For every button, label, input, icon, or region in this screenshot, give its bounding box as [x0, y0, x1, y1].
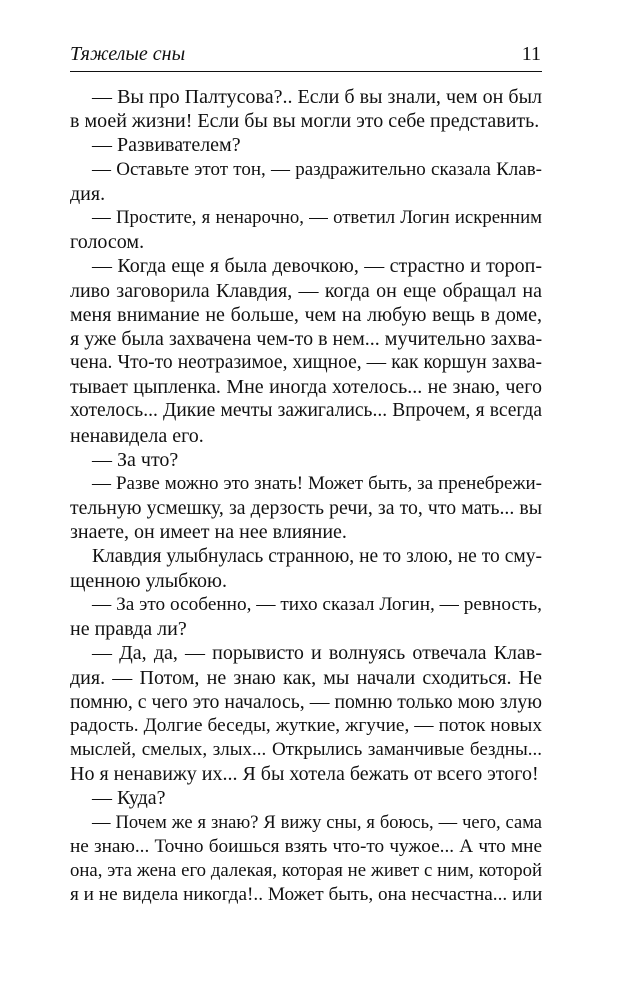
text-line: я и не видела никогда!.. Может быть, она несчастна... или [70, 884, 543, 906]
text-line: щенною улыбкою. [70, 569, 227, 592]
text-line: тельную усмешку, за дерзость речи, за то, что мать... вы [70, 497, 542, 520]
text-line: чена. Что-то неотразимое, хищное, — как коршун захва- [70, 352, 542, 374]
text-line: ненавидела его. [70, 424, 204, 447]
text-line: — Простите, я ненарочно, — ответил Логин искренним [92, 206, 542, 228]
text-line: не правда ли? [70, 618, 187, 641]
text-line: — Оставьте этот тон, — раздражительно сказала Клав- [92, 158, 542, 180]
text-line: хотелось... Дикие мечты зажигались... Впрочем, я всегда [70, 400, 542, 422]
text-line: не знаю... Точно боишься взять что-то чужое... А что мне [70, 835, 542, 857]
text-line: — Когда еще я была девочкою, — страстно и тороп- [92, 255, 542, 278]
text-line: — Развивателем? [92, 134, 241, 157]
text-line: ливо заговорила Клавдия, — когда он еще обращал на [70, 279, 542, 302]
text-line: мыслей, смелых, злых... Открылись заманчивые бездны... [70, 739, 542, 761]
text-line: знаете, он имеет на нее влияние. [70, 521, 347, 544]
text-line: меня внимание не больше, чем на любую вещь в доме, [70, 303, 542, 326]
running-title: Тяжелые сны [70, 43, 186, 65]
text-line: — Разве можно это знать! Может быть, за пренебрежи- [92, 473, 542, 494]
text-line: — Да, да, — порывисто и волнуясь отвечала Клав- [92, 642, 542, 665]
text-line: Но я ненавижу их... Я бы хотела бежать от всего этого! [70, 763, 539, 786]
text-line: дия. [70, 182, 106, 205]
text-line: Клавдия улыбнулась странною, не то злою, не то сму- [92, 545, 542, 567]
text-line: — За что? [92, 448, 179, 471]
text-line: в моей жизни! Если бы вы могли это себе представить. [70, 110, 540, 133]
text-line: дия. — Потом, не знаю как, мы начали сходиться. Не [70, 666, 542, 689]
text-line: — Почем же я знаю? Я вижу сны, я боюсь, — чего, сама [92, 812, 542, 833]
text-line: я уже была захвачена чем-то в нем... мучительно захва- [70, 327, 543, 350]
page-number: 11 [521, 43, 541, 65]
text-line: она, эта жена его далекая, которая не живет с ним, которой [70, 860, 542, 881]
text-line: — Вы про Палтусова?.. Если б вы знали, чем он был [92, 86, 542, 108]
text-line: голосом. [70, 231, 145, 254]
text-line: — Куда? [92, 787, 166, 810]
text-line: тывает цыпленка. Мне иногда хотелось... не знаю, чего [70, 376, 542, 399]
text-line: радость. Долгие беседы, жуткие, жгучие, — поток новых [70, 714, 542, 736]
body-text [70, 85, 542, 907]
text-line: — За это особенно, — тихо сказал Логин, — ревность, [92, 593, 542, 615]
text-line: помню, с чего это началось, — помню только мою злую [70, 690, 542, 713]
header-rule [70, 71, 542, 72]
